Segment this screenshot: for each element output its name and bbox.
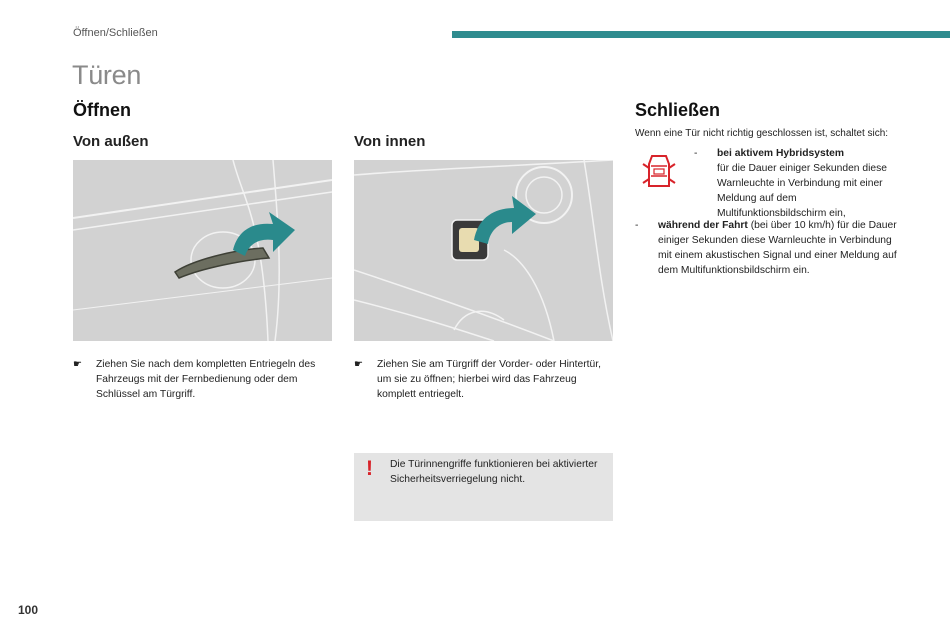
warning-text: Die Türinnengriffe funktionieren bei aktivierter Sicherheitsverriegelung nicht.: [390, 459, 598, 485]
list-dash: -: [635, 220, 639, 231]
inside-title: Von innen: [354, 133, 426, 150]
close-item-driving: [635, 218, 897, 278]
door-open-warning-icon: [640, 152, 678, 192]
close-item-hybrid-bold: bei aktivem Hybridsystem: [717, 148, 845, 159]
outside-instruction-text: Ziehen Sie nach dem kompletten Entriegeln des Fahrzeugs mit der Fernbedienung oder dem Schlüssel am Türgriff.: [96, 359, 316, 400]
close-item-hybrid: [694, 146, 894, 221]
close-item-driving-bold: während der Fahrt: [658, 220, 748, 231]
chapter-title: Türen: [72, 60, 142, 90]
list-dash: -: [694, 148, 698, 159]
exclamation-icon: !: [366, 457, 373, 480]
close-item-driving-text: (bei über 10 km/h) für die Dauer einiger Sekunden diese Warnleuchte in Verbindung mit einem akustischen Signal und einer Meldung auf dem Multifunktionsbildschirm ein.: [658, 220, 897, 276]
pointer-hand-icon: ☛: [354, 359, 363, 370]
pointer-hand-icon: ☛: [73, 359, 82, 370]
close-item-hybrid-text: für die Dauer einiger Sekunden diese Warnleuchte in Verbindung mit einer Meldung auf dem Multifunktionsbildschirm ein,: [717, 163, 888, 219]
inside-instruction: [354, 357, 613, 402]
inside-handle-illustration: [354, 160, 613, 341]
page-number: 100: [18, 603, 39, 617]
inside-instruction-text: Ziehen Sie am Türgriff der Vorder- oder Hintertür, um sie zu öffnen; hierbei wird das Fahrzeug komplett entriegelt.: [377, 359, 601, 400]
header-accent-bar: [452, 31, 950, 38]
breadcrumb: Öffnen/Schließen: [73, 27, 158, 39]
open-section-title: Öffnen: [73, 100, 131, 120]
outside-instruction: [73, 357, 332, 402]
close-section-title: Schließen: [635, 100, 721, 120]
outside-title: Von außen: [73, 133, 149, 150]
outside-handle-illustration: [73, 160, 332, 341]
close-intro: Wenn eine Tür nicht richtig geschlossen ist, schaltet sich:: [635, 128, 889, 139]
